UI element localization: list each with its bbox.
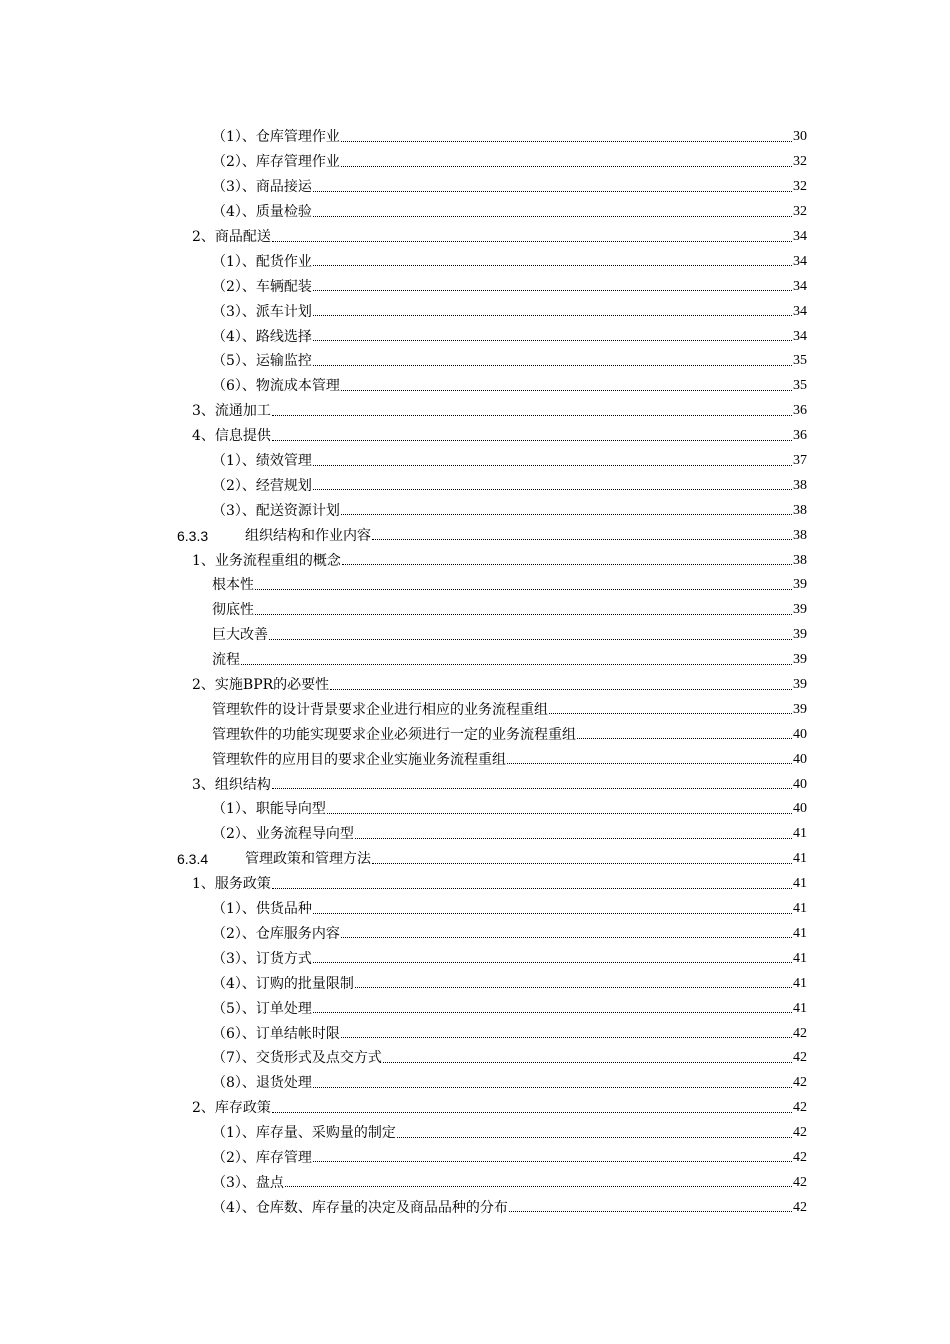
toc-entry[interactable]	[0, 125, 950, 150]
toc-dot-leader	[272, 241, 792, 242]
toc-page-number: 41	[793, 826, 807, 842]
toc-entry[interactable]	[0, 648, 950, 673]
toc-entry[interactable]	[0, 1170, 950, 1195]
toc-page-number: 40	[793, 726, 807, 742]
toc-entry-title: 4、信息提供	[192, 428, 271, 445]
toc-entry[interactable]	[0, 897, 950, 922]
toc-entry[interactable]	[0, 1021, 950, 1046]
toc-entry[interactable]	[0, 996, 950, 1021]
toc-entry-title: （6）、订单结帐时限	[212, 1025, 340, 1042]
toc-entry[interactable]	[0, 822, 950, 847]
toc-entry-title: （2）、车辆配装	[212, 278, 312, 295]
toc-entry[interactable]	[0, 971, 950, 996]
toc-entry[interactable]	[0, 150, 950, 175]
toc-dot-leader	[372, 539, 792, 540]
toc-page-number: 42	[793, 1050, 807, 1066]
toc-dot-leader	[313, 315, 792, 316]
toc-dot-leader	[241, 664, 792, 665]
toc-page-number: 32	[793, 179, 807, 195]
toc-page-number: 34	[793, 278, 807, 294]
toc-entry[interactable]	[0, 573, 950, 598]
toc-page-number: 40	[793, 751, 807, 767]
toc-entry-title: （5）、订单处理	[212, 1000, 312, 1017]
toc-entry-title: （4）、路线选择	[212, 328, 312, 345]
toc-dot-leader	[383, 1062, 792, 1063]
toc-page-number: 38	[793, 477, 807, 493]
toc-dot-leader	[341, 141, 792, 142]
toc-dot-leader	[255, 589, 792, 590]
toc-entry-title: （2）、仓库服务内容	[212, 925, 340, 942]
toc-dot-leader	[272, 788, 792, 789]
toc-entry-title: 组织结构和作业内容	[245, 527, 371, 544]
toc-entry-title: （5）、运输监控	[212, 353, 312, 370]
toc-page-number: 32	[793, 154, 807, 170]
toc-entry[interactable]	[0, 847, 950, 872]
toc-dot-leader	[341, 1037, 792, 1038]
toc-dot-leader	[341, 390, 792, 391]
toc-dot-leader	[313, 265, 792, 266]
toc-page-number: 40	[793, 776, 807, 792]
toc-page-number: 38	[793, 552, 807, 568]
toc-page-number: 38	[793, 502, 807, 518]
toc-dot-leader	[397, 1137, 792, 1138]
toc-entry[interactable]	[0, 548, 950, 573]
toc-entry[interactable]	[0, 598, 950, 623]
toc-entry[interactable]	[0, 697, 950, 722]
toc-page-number: 41	[793, 851, 807, 867]
toc-entry[interactable]	[0, 722, 950, 747]
toc-dot-leader	[285, 1186, 792, 1187]
toc-entry-title: （1）、库存量、采购量的制定	[212, 1125, 396, 1142]
toc-entry[interactable]	[0, 299, 950, 324]
toc-page-number: 40	[793, 801, 807, 817]
toc-page-number: 42	[793, 1075, 807, 1091]
toc-page-number: 42	[793, 1125, 807, 1141]
toc-entry[interactable]	[0, 399, 950, 424]
toc-entry-title: 管理软件的设计背景要求企业进行相应的业务流程重组	[212, 701, 548, 718]
toc-dot-leader	[272, 415, 792, 416]
toc-entry[interactable]	[0, 747, 950, 772]
toc-entry-title: 管理政策和管理方法	[245, 851, 371, 868]
toc-page-number: 37	[793, 453, 807, 469]
toc-entry[interactable]	[0, 349, 950, 374]
toc-dot-leader	[269, 639, 792, 640]
toc-section-number: 6.3.4	[177, 851, 209, 868]
toc-dot-leader	[342, 564, 792, 565]
toc-entry-title: （2）、经营规划	[212, 477, 312, 494]
toc-entry-title: （3）、商品接运	[212, 179, 312, 196]
toc-entry-title: 1、服务政策	[192, 876, 271, 893]
toc-entry[interactable]	[0, 797, 950, 822]
toc-page-number: 32	[793, 204, 807, 220]
toc-entry-title: （2）、库存管理	[212, 1149, 312, 1166]
toc-dot-leader	[341, 166, 792, 167]
toc-page-number: 42	[793, 1149, 807, 1165]
toc-entry[interactable]	[0, 449, 950, 474]
toc-page-number: 39	[793, 627, 807, 643]
toc-entry-title: （3）、盘点	[212, 1174, 284, 1191]
toc-entry[interactable]	[0, 1071, 950, 1096]
toc-entry-title: （7）、交货形式及点交方式	[212, 1050, 382, 1067]
toc-entry[interactable]	[0, 200, 950, 225]
toc-entry[interactable]	[0, 1046, 950, 1071]
toc-entry[interactable]	[0, 498, 950, 523]
toc-dot-leader	[272, 1112, 792, 1113]
toc-entry-title: 流程	[212, 652, 240, 669]
toc-dot-leader	[272, 440, 792, 441]
toc-dot-leader	[313, 913, 792, 914]
toc-entry-title: 管理软件的应用目的要求企业实施业务流程重组	[212, 751, 506, 768]
toc-page-number: 39	[793, 577, 807, 593]
toc-page-number: 34	[793, 229, 807, 244]
toc-entry[interactable]	[0, 872, 950, 897]
toc-dot-leader	[313, 216, 792, 217]
toc-entry-title: （4）、质量检验	[212, 204, 312, 221]
toc-entry[interactable]	[0, 1096, 950, 1121]
toc-entry-title: （2）、业务流程导向型	[212, 826, 354, 843]
toc-page-number: 41	[793, 925, 807, 941]
toc-dot-leader	[313, 340, 792, 341]
toc-entry-title: （1）、仓库管理作业	[212, 129, 340, 146]
toc-entry-title: 3、组织结构	[192, 776, 271, 793]
toc-page-number: 39	[793, 701, 807, 717]
toc-entry-title: 2、商品配送	[192, 229, 271, 245]
toc-page-number: 34	[793, 303, 807, 319]
toc-entry-title: 2、库存政策	[192, 1100, 271, 1117]
toc-dot-leader	[313, 365, 792, 366]
toc-page-number: 42	[793, 1025, 807, 1041]
toc-entry[interactable]	[0, 324, 950, 349]
toc-entry-title: 管理软件的功能实现要求企业必须进行一定的业务流程重组	[212, 726, 576, 743]
toc-dot-leader	[313, 191, 792, 192]
toc-entry[interactable]	[0, 922, 950, 947]
toc-page-number: 41	[793, 1000, 807, 1016]
toc-entry[interactable]	[0, 623, 950, 648]
toc-entry[interactable]	[0, 374, 950, 399]
toc-entry[interactable]	[0, 1146, 950, 1171]
toc-entry[interactable]	[0, 274, 950, 299]
toc-dot-leader	[313, 962, 792, 963]
toc-page-number: 42	[793, 1174, 807, 1190]
toc-page-number: 34	[793, 253, 807, 269]
toc-entry-title: 3、流通加工	[192, 403, 271, 420]
toc-dot-leader	[372, 863, 792, 864]
toc-dot-leader	[313, 489, 792, 490]
toc-entry-title: （6）、物流成本管理	[212, 378, 340, 395]
toc-page-number: 35	[793, 353, 807, 369]
toc-entry[interactable]	[0, 1195, 950, 1220]
toc-entry-title: （1）、配货作业	[212, 253, 312, 270]
toc-entry[interactable]	[0, 1121, 950, 1146]
toc-dot-leader	[330, 689, 792, 690]
toc-dot-leader	[355, 838, 792, 839]
toc-entry[interactable]	[0, 424, 950, 449]
toc-entry[interactable]	[0, 523, 950, 548]
toc-entry-title: 1、业务流程重组的概念	[192, 552, 341, 569]
toc-page	[0, 125, 950, 1220]
toc-entry-title: （1）、绩效管理	[212, 453, 312, 470]
toc-page-number: 30	[793, 129, 807, 145]
toc-page-number: 39	[793, 602, 807, 618]
toc-page-number: 39	[793, 652, 807, 668]
toc-dot-leader	[507, 763, 792, 764]
toc-dot-leader	[255, 614, 792, 615]
toc-page-number: 42	[793, 1100, 807, 1116]
toc-page-number: 39	[793, 677, 807, 693]
toc-page-number: 38	[793, 527, 807, 543]
toc-entry[interactable]	[0, 249, 950, 274]
toc-entry[interactable]	[0, 673, 950, 698]
toc-entry[interactable]	[0, 772, 950, 797]
toc-entry[interactable]	[0, 473, 950, 498]
toc-dot-leader	[313, 290, 792, 291]
toc-dot-leader	[355, 987, 792, 988]
toc-entry-title: （8）、退货处理	[212, 1075, 312, 1092]
toc-dot-leader	[341, 514, 792, 515]
toc-dot-leader	[313, 1012, 792, 1013]
toc-page-number: 41	[793, 950, 807, 966]
toc-page-number: 34	[793, 328, 807, 344]
toc-dot-leader	[509, 1211, 792, 1212]
toc-dot-leader	[577, 738, 792, 739]
toc-entry-title: （4）、仓库数、库存量的决定及商品品种的分布	[212, 1199, 508, 1216]
toc-dot-leader	[313, 465, 792, 466]
toc-entry-title: （4）、订购的批量限制	[212, 975, 354, 992]
toc-entry-title: 根本性	[212, 577, 254, 594]
toc-entry[interactable]	[0, 946, 950, 971]
toc-dot-leader	[313, 1087, 792, 1088]
toc-entry[interactable]	[0, 225, 950, 250]
toc-dot-leader	[549, 713, 792, 714]
toc-page-number: 42	[793, 1199, 807, 1215]
toc-section-number: 6.3.3	[177, 527, 209, 544]
toc-page-number: 41	[793, 876, 807, 892]
toc-dot-leader	[313, 1161, 792, 1162]
toc-entry-title: 2、实施BPR的必要性	[192, 677, 330, 694]
toc-entry-title: 巨大改善	[212, 627, 268, 644]
toc-page-number: 36	[793, 403, 807, 419]
toc-entry-title: （3）、配送资源计划	[212, 502, 340, 519]
toc-page-number: 35	[793, 378, 807, 394]
toc-dot-leader	[341, 937, 792, 938]
toc-page-number: 41	[793, 901, 807, 917]
toc-entry-title: （1）、职能导向型	[212, 801, 326, 818]
toc-dot-leader	[327, 813, 792, 814]
toc-entry-title: （1）、供货品种	[212, 901, 312, 918]
toc-entry-title: 彻底性	[212, 602, 254, 619]
toc-entry[interactable]	[0, 175, 950, 200]
toc-dot-leader	[272, 888, 792, 889]
toc-entry-title: （3）、派车计划	[212, 303, 312, 320]
toc-page-number: 36	[793, 428, 807, 444]
toc-entry-title: （2）、库存管理作业	[212, 154, 340, 171]
toc-page-number: 41	[793, 975, 807, 991]
toc-entry-title: （3）、订货方式	[212, 950, 312, 967]
